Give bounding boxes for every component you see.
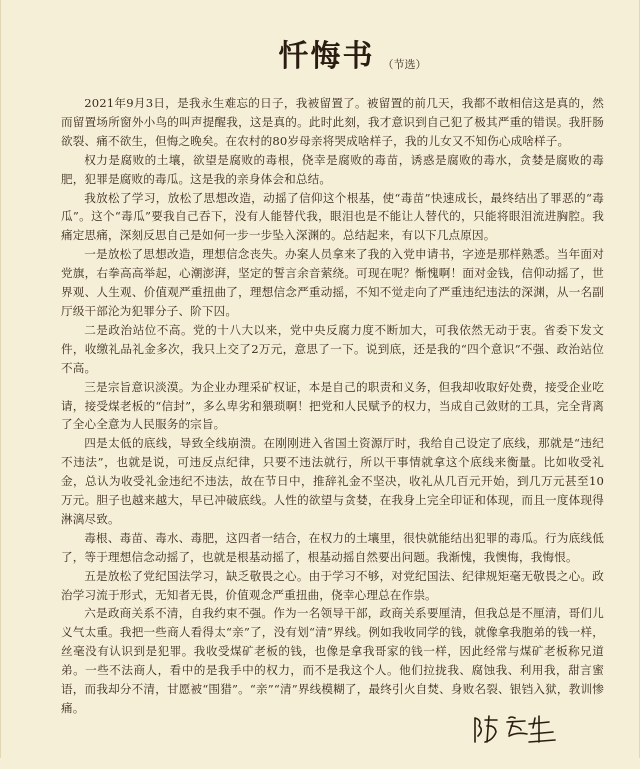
signature-icon	[469, 712, 569, 746]
paragraph: 五是放松了党纪国法学习，缺乏敬畏之心。由于学习不够，对党纪国法、纪律规矩毫无敬畏之心。政治学习流于形式，无知者无畏，价值观念严重扭曲，侥幸心理总在作祟。	[61, 568, 604, 602]
paragraph: 我放松了学习，放松了思想改造，动摇了信仰这个根基，使“毒苗”快速成长，最终结出了罪恶的“毒瓜”。这个“毒瓜”要我自己吞下，没有人能替代我，眼泪也是不能让人替代的，只能将眼泪流进胸腔。我痛定思痛，深刻反思自己是如何一步一步坠入深渊的。总结起来，有以下几点原因。	[61, 190, 604, 243]
paragraph: 权力是腐败的土壤，欲望是腐败的毒根，侥幸是腐败的毒苗，诱惑是腐败的毒水，贪婪是腐败的毒肥，犯罪是腐败的毒瓜。这是我的亲身体会和总结。	[61, 152, 604, 186]
document-body	[61, 94, 604, 718]
paragraph: 2021年9月3日，是我永生难忘的日子，我被留置了。被留置的前几天，我都不敢相信这是真的，然而留置场所窗外小鸟的叫声提醒我，这是真的。此时此刻，我才意识到自己犯了极其严重的错误。我肝肠欲裂、痛不欲生，但悔之晚矣。在农村的80岁母亲将哭成啥样子，我的儿女又不知伤心成啥样子。	[61, 96, 604, 148]
paragraph: 二是政治站位不高。党的十八大以来，党中央反腐力度不断加大，可我依然无动于衷。省委下发文件，收缴礼品礼金多次，我只上交了2万元，意思了一下。说到底，还是我的“四个意识”不强、政治站位不高。	[61, 322, 604, 375]
paragraph: 六是政商关系不清，自我约束不强。作为一名领导干部，政商关系要厘清，但我总是不厘清，哥们儿义气太重。我把一些商人看得太“亲”了，没有划“清”界线。例如我收同学的钱，就像拿我胞弟的钱一样，丝毫没有认识到是犯罪。我收受煤矿老板的钱，也像是拿我哥家的钱一样，因此经常与煤矿老板称兄道弟。一些不法商人，看中的是我手中的权力，而不是我这个人。他们拉拢我、腐蚀我、利用我，甜言蜜语，而我却分不清，甘愿被“围猎”。“亲”“清”界线模糊了，最终引火自焚、身败名裂、银铛入狱，教训惨痛。	[61, 606, 604, 715]
page-subtitle: （节选）	[382, 58, 427, 71]
paragraph: 一是放松了思想改造，理想信念丧失。办案人员拿来了我的入党申请书，字迹是那样熟悉。当年面对党旗，右拳高高举起，心潮澎湃，坚定的誓言余音萦绕。可现在呢？惭愧啊！面对金钱，信仰动摇了，世界观、人生观、价值观严重扭曲了，理想信念严重动摇，不知不觉走向了严重违纪违法的深渊，从一名副厅级干部沦为犯罪分子、阶下囚。	[61, 247, 604, 318]
paragraph: 四是太低的底线，导致全线崩溃。在刚刚进入省国土资源厅时，我给自己设定了底线，那就是“违纪不违法”，也就是说，可违反点纪律，只要不违法就行，所以干事情就拿这个底线来衡量。比如收受礼金，总认为收受礼金违纪不违法，故在节日中，推辞礼金不坚决，收礼从几百元开始，到几万元甚至10万元。胆子也越来越大，早已冲破底线。人性的欲望与贪婪，在我身上完全印证和体现，而且一度体现得淋漓尽致。	[61, 436, 604, 526]
title-row	[61, 0, 604, 74]
paragraph: 毒根、毒苗、毒水、毒肥，这四者一结合，在权力的土壤里，很快就能结出犯罪的毒瓜。行为底线低了，等于理想信念动摇了，也就是根基动摇了，根基动摇自然要出问题。我渐愧，我懊悔，我悔恨。	[61, 530, 604, 564]
page-title: 忏悔书	[278, 39, 375, 74]
paragraph: 三是宗旨意识淡漠。为企业办理采矿权证，本是自己的职责和义务，但我却收取好处费，接受企业吃请，接受煤老板的“信封”，多么卑劣和猥琐啊！把党和人民赋予的权力，当成自己敛财的工具，完全背离了全心全意为人民服务的宗旨。	[61, 379, 604, 432]
handwritten-signature	[469, 712, 569, 746]
